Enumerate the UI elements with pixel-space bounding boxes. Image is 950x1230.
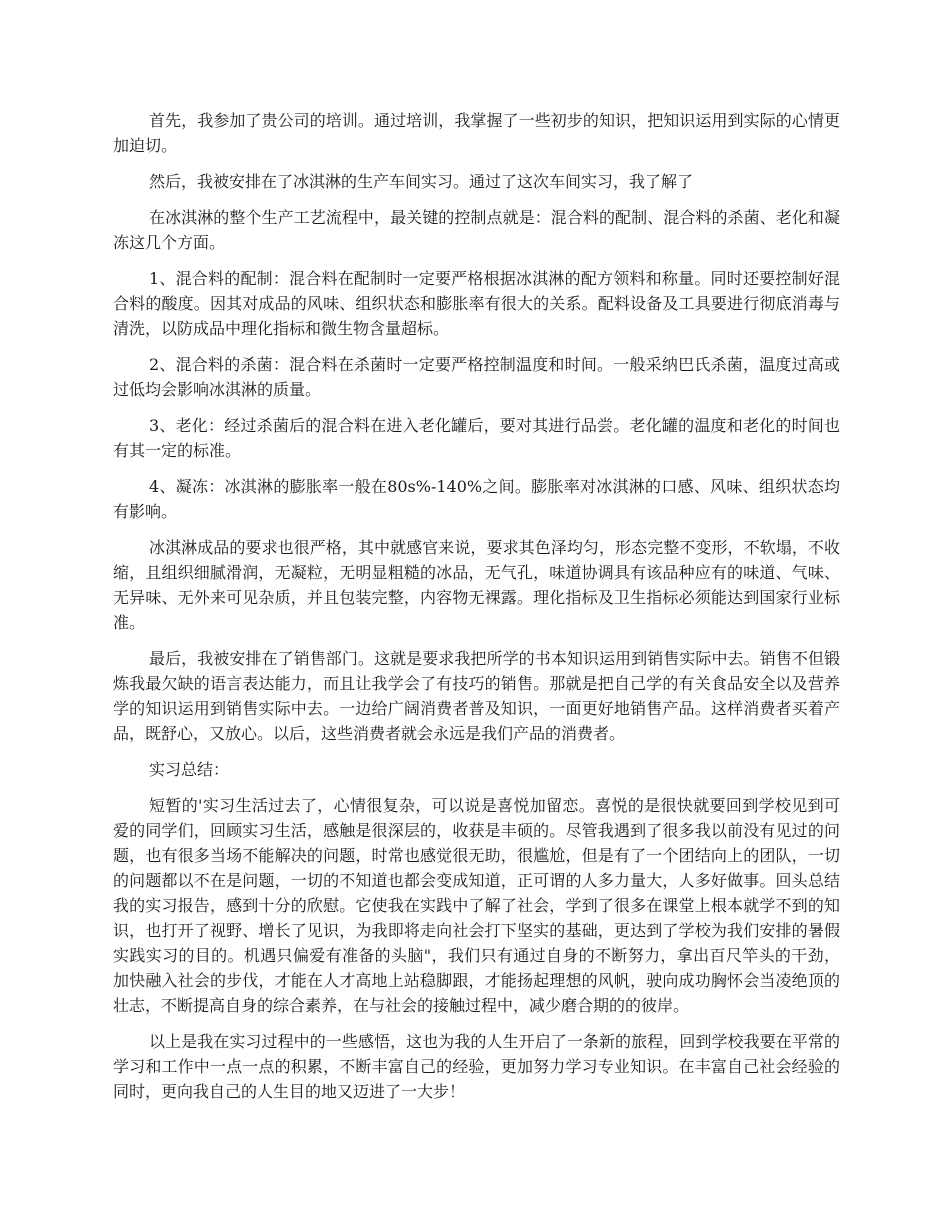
paragraph-training: 首先，我参加了贵公司的培训。通过培训，我掌握了一些初步的知识，把知识运用到实际的心情更加迫切。 <box>113 111 840 155</box>
paragraph-freezing: 4、凝冻：冰淇淋的膨胀率一般在80s%-140%之间。膨胀率对冰淇淋的口感、风味、组织状态均有影响。 <box>113 477 840 521</box>
paragraph-aging: 3、老化：经过杀菌后的混合料在进入老化罐后，要对其进行品尝。老化罐的温度和老化的时间也有其一定的标准。 <box>113 416 840 460</box>
paragraph-sales: 最后，我被安排在了销售部门。这就是要求我把所学的书本知识运用到销售实际中去。销售不但锻炼我最欠缺的语言表达能力，而且让我学会了有技巧的销售。那就是把自己学的有关食品安全以及营养学的知识运用到销售实际中去。一边给广阔消费者普及知识，一面更好地销售产品。这样消费者买着产品，既舒心，又放心。以后，这些消费者就会永远是我们产品的消费者。 <box>113 649 840 743</box>
document-body <box>113 108 840 1115</box>
paragraph-product-requirements: 冰淇淋成品的要求也很严格，其中就感官来说，要求其色泽均匀，形态完整不变形，不软塌，不收缩，且组织细腻滑润，无凝粒，无明显粗糙的冰品，无气孔，味道协调具有该品种应有的味道、气味、无异味、无外来可见杂质，并且包装完整，内容物无裸露。理化指标及卫生指标必须能达到国家行业标准。 <box>113 538 840 632</box>
paragraph-conclusion: 以上是我在实习过程中的一些感悟，这也为我的人生开启了一条新的旅程，回到学校我要在平常的学习和工作中一点一点的积累，不断丰富自己的经验，更加努力学习专业知识。在丰富自己社会经验的同时，更向我自己的人生目的地又迈进了一大步！ <box>113 1032 840 1101</box>
paragraph-summary: 短暂的'实习生活过去了，心情很复杂，可以说是喜悦加留恋。喜悦的是很快就要回到学校见到可爱的同学们，回顾实习生活，感触是很深层的，收获是丰硕的。尽管我遇到了很多我以前没有见过的问题，也有很多当场不能解决的问题，时常也感觉很无助，很尴尬，但是有了一个团结向上的团队，一切的问题都以不在是问题，一切的不知道也都会变成知道，正可谓的人多力量大，人多好做事。回头总结我的实习报告，感到十分的欣慰。它使我在实践中了解了社会，学到了很多在课堂上根本就学不到的知识，也打开了视野、增长了见识，为我即将走向社会打下坚实的基础，更达到了学校为我们安排的暑假实践实习的目的。机遇只偏爱有准备的头脑"，我们只有通过自身的不断努力，拿出百尺竿头的干劲，加快融入社会的步伐，才能在人才高地上站稳脚跟，才能扬起理想的风帆，驶向成功胸怀会当凌绝顶的壮志，不断提高自身的综合素养，在与社会的接触过程中，减少磨合期的的彼岸。 <box>113 796 840 1015</box>
paragraph-mixing: 1、混合料的配制：混合料在配制时一定要严格根据冰淇淋的配方领料和称量。同时还要控制好混合料的酸度。因其对成品的风味、组织状态和膨胀率有很大的关系。配料设备及工具要进行彻底消毒与清洗，以防成品中理化指标和微生物含量超标。 <box>113 269 840 338</box>
paragraph-control-points: 在冰淇淋的整个生产工艺流程中，最关键的控制点就是：混合料的配制、混合料的杀菌、老化和凝冻这几个方面。 <box>113 208 840 252</box>
paragraph-sterilization: 2、混合料的杀菌：混合料在杀菌时一定要严格控制温度和时间。一般采纳巴氏杀菌，温度过高或过低均会影响冰淇淋的质量。 <box>113 355 840 399</box>
paragraph-summary-heading: 实习总结： <box>149 760 230 779</box>
paragraph-workshop: 然后，我被安排在了冰淇淋的生产车间实习。通过了这次车间实习，我了解了 <box>149 172 694 191</box>
